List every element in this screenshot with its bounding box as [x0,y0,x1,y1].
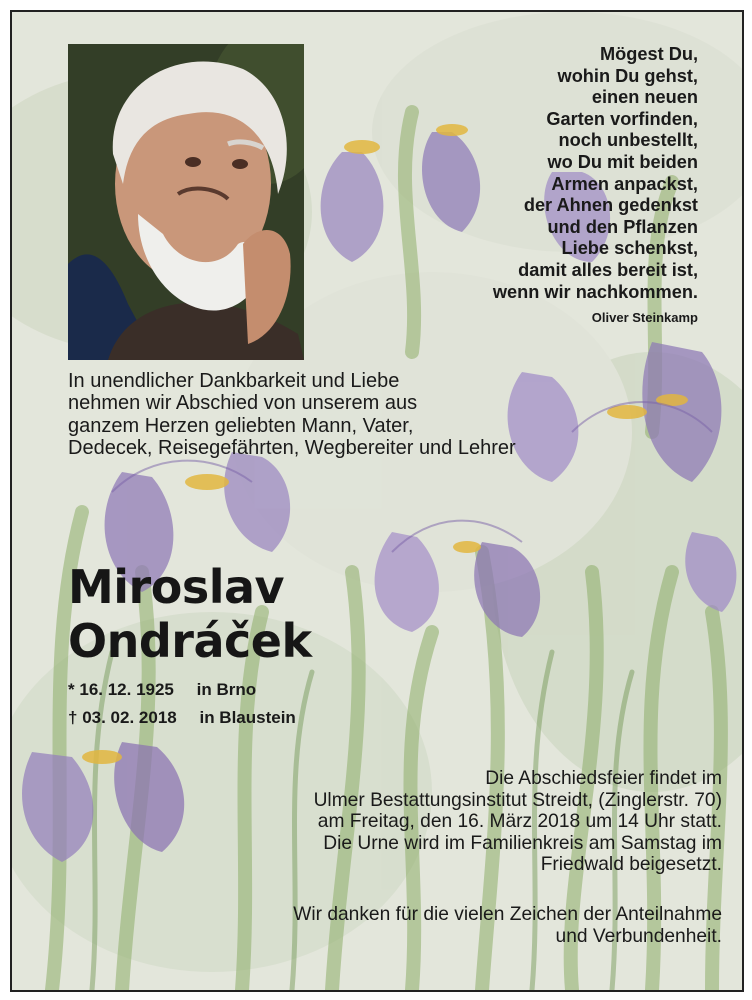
last-name: Ondráček [68,614,312,668]
poem-line: Liebe schenkst, [561,238,698,259]
deceased-name [68,560,312,668]
thanks-note [162,904,722,947]
poem-line: Armen anpackst, [551,173,698,194]
intro-line: nehmen wir Abschied von unserem aus [68,392,418,415]
ceremony-line: Die Urne wird im Familienkreis am Samstag im [323,832,722,854]
first-name: Miroslav [68,560,285,614]
poem-line: wenn wir nachkommen. [492,281,698,302]
ceremony-line: Die Abschiedsfeier findet im [485,768,722,789]
poem-line: noch unbestellt, [558,130,698,151]
poem-line: damit alles bereit ist, [518,259,698,280]
death-symbol: † [68,708,78,727]
intro-line: Dedecek, Reisegefährten, Wegbereiter und Lehrer [68,437,516,460]
poem-line: der Ahnen gedenkst [523,195,698,216]
death-date: 03. 02. 2018 [82,708,177,727]
birth-place: in Brno [196,680,257,699]
ceremony-line: Friedwald beigesetzt. [540,854,722,876]
poem-line: einen neuen [591,87,698,108]
thanks-line: und Verbundenheit. [555,925,722,947]
intro-line: ganzem Herzen geliebten Mann, Vater, [68,414,414,437]
poem-line: Mögest Du, [599,44,698,64]
ceremony-line: Ulmer Bestattungsinstitut Streidt, (Zinglerstr. 70) [313,789,722,811]
intro-line: In unendlicher Dankbarkeit und Liebe [68,370,400,392]
portrait-image [68,44,304,360]
poem-author: Oliver Steinkamp [591,310,698,325]
poem [338,44,698,303]
thanks-line: Wir danken für die vielen Zeichen der Anteilnahme [293,904,722,925]
death-place: in Blaustein [199,708,296,727]
poem-line: Garten vorfinden, [546,108,698,129]
obituary-notice [10,10,744,992]
portrait-photo [68,44,304,360]
poem-line: wo Du mit beiden [547,151,698,172]
poem-line: und den Pflanzen [547,216,698,237]
life-dates [68,676,296,732]
birth-date: 16. 12. 1925 [79,680,174,699]
poem-line: wohin Du gehst, [557,65,698,86]
birth-row [68,676,296,704]
ceremony-info [162,768,722,876]
farewell-intro [68,370,668,460]
ceremony-line: am Freitag, den 16. März 2018 um 14 Uhr statt. [317,811,722,833]
birth-symbol: * [68,680,75,699]
death-row [68,704,296,732]
